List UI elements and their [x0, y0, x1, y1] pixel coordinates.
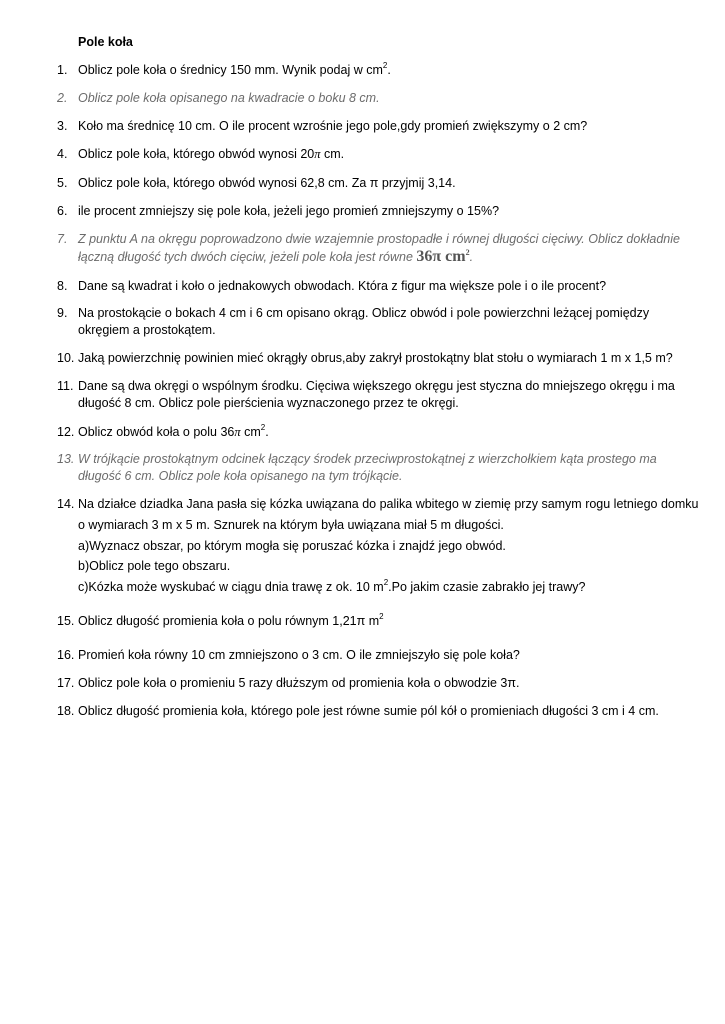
problem-text: ile procent zmniejszy się pole koła, jeżeli jego promień zmniejszymy o 15%? — [78, 204, 500, 218]
problem-14-line-a: a)Wyznacz obszar, po którym mogła się poruszać kózka i znajdź jego obwód. — [78, 539, 506, 553]
problem-number: 15. — [57, 614, 75, 628]
problem-number: 10. — [57, 351, 75, 365]
problem-number: 2. — [57, 91, 68, 105]
problem-text: Oblicz pole koła o średnicy 150 mm. Wynik podaj w $cm^2$. — [78, 61, 391, 77]
problem-number: 16. — [57, 648, 75, 662]
problem-number: 7. — [57, 232, 68, 246]
problem-number: 14. — [57, 497, 75, 511]
problem-text: W trójkącie prostokątnym odcinek łączący środek przeciwprostokątnej z wierzchołkiem kąta prostego ma długość 6 cm. Oblicz pole koła opisanego na tym trójkącie. — [78, 452, 657, 483]
problem-text: Promień koła równy 10 cm zmniejszono o 3 cm. O ile zmniejszyło się pole koła? — [78, 648, 520, 662]
problem-number: 6. — [57, 204, 68, 218]
problem-number: 18. — [57, 704, 75, 718]
problem-14-line-1: Na działce dziadka Jana pasła się kózka uwiązana do palika wbitego w ziemię przy samym rogu letniego domku — [78, 497, 699, 511]
problem-number: 11. — [57, 379, 74, 393]
problem-text: Oblicz pole koła o promieniu 5 razy dłuższym od promienia koła o obwodzie 3π. — [78, 676, 520, 690]
problem-text: Dane są kwadrat i koło o jednakowych obwodach. Która z figur ma większe pole i o ile procent? — [78, 279, 607, 293]
problem-number: 8. — [57, 279, 68, 293]
problem-text: Oblicz długość promienia koła, którego pole jest równe sumie pól kół o promieniach długości 3 cm i 4 cm. — [78, 704, 659, 718]
problem-number: 4. — [57, 147, 68, 161]
problem-number: 12. — [57, 425, 75, 439]
problem-text: Oblicz pole koła, którego obwód wynosi 62,8 cm. Za π przyjmij 3,14. — [78, 176, 456, 190]
problem-text: Oblicz długość promienia koła o polu równym 1,21π $m^2$ — [78, 612, 384, 628]
problem-text: Koło ma średnicę 10 cm. O ile procent wzrośnie jego pole,gdy promień zwiększymy o 2 cm? — [78, 119, 588, 133]
math-expression: 36π $cm^2$ — [416, 248, 470, 265]
problem-text: Dane są dwa okręgi o wspólnym środku. Cięciwa większego okręgu jest styczna do mniejszego okręgu i ma długość 8 cm. Oblicz pole pierścienia wyznaczonego przez te okręgi. — [78, 379, 675, 410]
problem-number: 1. — [57, 63, 68, 77]
problem-text: Na prostokącie o bokach 4 cm i 6 cm opisano okrąg. Oblicz obwód i pole powierzchni leżącej pomiędzy okręgiem a prostokątem. — [78, 306, 650, 337]
problem-text: Oblicz pole koła opisanego na kwadracie o boku 8 cm. — [78, 91, 380, 105]
problem-number: 13. — [57, 452, 75, 466]
problem-14-line-b: b)Oblicz pole tego obszaru. — [78, 559, 231, 573]
problem-text: Oblicz pole koła, którego obwód wynosi 20π cm. — [78, 147, 345, 161]
problem-14-line-c: c)Kózka może wyskubać w ciągu dnia trawę z ok. 10 $m^2.Po$ jakim czasie zabrakło jej trawy? — [78, 578, 586, 594]
problem-text: Jaką powierzchnię powinien mieć okrągły obrus,aby zakrył prostokątny blat stołu o wymiarach 1 m x 1,5 m? — [78, 351, 673, 365]
problem-14-line-2: o wymiarach 3 m x 5 m. Sznurek na którym była uwiązana miał 5 m długości. — [78, 518, 504, 532]
problem-number: 5. — [57, 176, 68, 190]
problem-text: Oblicz obwód koła o polu 36π $cm^2$. — [78, 423, 269, 439]
problem-number: 17. — [57, 676, 75, 690]
problem-number: 3. — [57, 119, 68, 133]
page-title: Pole koła — [78, 35, 133, 49]
problem-number: 9. — [57, 306, 68, 320]
